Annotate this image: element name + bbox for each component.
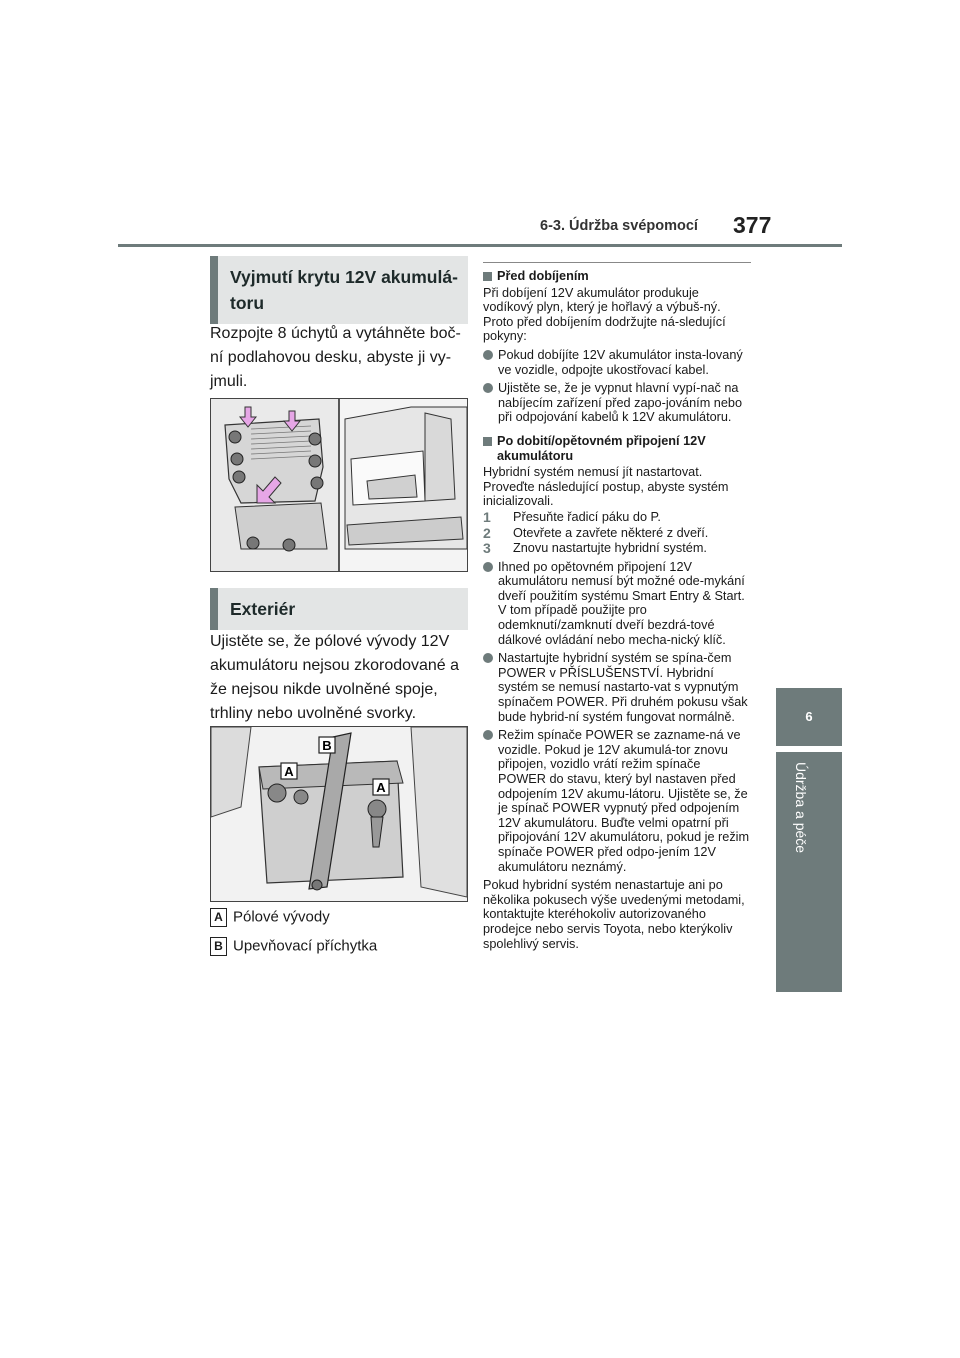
square-bullet-icon — [483, 272, 492, 281]
figure-floor-board — [210, 398, 468, 572]
bullet-dot-icon — [483, 562, 493, 572]
bullet-text: Ujistěte se, že je vypnut hlavní vypí-nač na nabíjecím zařízení před zapo-jováním nebo při odpojování kabelů k 12V akumulátoru. — [498, 381, 743, 425]
section-title: 6-3. Údržba svépomocí — [540, 218, 698, 234]
list-item — [483, 651, 751, 724]
step-item — [483, 541, 751, 556]
heading-after-charging-text: Po dobití/opětovném připojení 12V akumulátoru — [497, 433, 706, 463]
list-item — [483, 560, 751, 648]
step-number: 1 — [483, 508, 491, 525]
section-body-remove-cover: Rozpojte 8 úchytů a vytáhněte boč-ní podlahovou desku, abyste ji vy-jmuli. — [210, 325, 461, 390]
figure-battery — [210, 726, 468, 902]
label-a-left: A — [284, 764, 294, 779]
bullet-dot-icon — [483, 653, 493, 663]
step-text: Přesuňte řadicí páku do P. — [513, 509, 661, 524]
label-b: B — [322, 738, 332, 753]
heading-after-charging — [483, 434, 751, 463]
legend-text-b: Upevňovací příchytka — [233, 937, 378, 955]
bullet-text: Nastartujte hybridní systém se spína-čem POWER v PŘÍSLUŠENSTVÍ. Hybridní systém se nemusí nastarto-vat s vypnutým spínačem POWER. Při druhém pokusu však bude hybrid-ní systém fungovat normálně. — [498, 651, 748, 724]
legend-key-a: A — [210, 908, 227, 927]
chapter-title: Údržba a péče — [793, 762, 809, 854]
section-body-exterior: Ujistěte se, že pólové vývody 12V akumulátoru nejsou zkorodované a že nejsou nikde uvolněné spoje, trhliny nebo uvolněné svorky. — [210, 633, 460, 722]
step-number: 3 — [483, 540, 491, 557]
bullet-dot-icon — [483, 730, 493, 740]
header-rule — [118, 244, 842, 247]
step-item — [483, 526, 751, 541]
step-text: Otevřete a zavřete některé z dveří. — [513, 525, 709, 540]
battery-illustration — [211, 727, 467, 901]
heading-before-charging — [483, 269, 751, 284]
closing-paragraph: Pokud hybridní systém nenastartuje ani po několika pokusech výše uvedenými metodami, kontaktujte kteréhokoliv autorizovaného prodejce nebo servis Toyota, nebo kterýkoliv spolehlivý servis. — [483, 878, 745, 951]
legend-text-a: Pólové vývody — [233, 908, 330, 926]
page-number: 377 — [733, 212, 772, 238]
section-heading-remove-cover: Vyjmutí krytu 12V akumulá-toru — [210, 256, 468, 324]
label-a-right: A — [376, 780, 386, 795]
step-item — [483, 510, 751, 525]
legend-key-b: B — [210, 937, 227, 956]
step-text: Znovu nastartujte hybridní systém. — [513, 541, 707, 556]
bullet-dot-icon — [483, 350, 493, 360]
list-item — [483, 728, 751, 874]
heading-before-charging-text: Před dobíjením — [497, 269, 589, 283]
right-column — [483, 262, 751, 951]
right-column-rule — [483, 262, 751, 263]
step-number: 2 — [483, 524, 491, 541]
list-item — [483, 381, 751, 425]
section-heading-exterior: Exteriér — [210, 588, 468, 630]
legend-item-b — [210, 937, 377, 956]
floor-board-illustration — [211, 399, 467, 571]
chapter-title-tab — [776, 752, 842, 992]
bullet-dot-icon — [483, 383, 493, 393]
bullet-text: Pokud dobíjíte 12V akumulátor insta-lovaný ve vozidle, odpojte ukostřovací kabel. — [498, 347, 743, 377]
legend-item-a — [210, 908, 330, 927]
before-charging-intro: Při dobíjení 12V akumulátor produkuje vodíkový plyn, který je hořlavý a výbuš-ný. Proto před dobíjením dodržujte ná-sledující pokyny: — [483, 285, 726, 344]
bullet-text: Ihned po opětovném připojení 12V akumulátoru nemusí být možné ode-mykání dveří použitím systému Smart Entry & Start. V tom případě použijte pro odemknutí/zamknutí dveří bezdrá-tové dálkové ovládání nebo mecha-nický klíč. — [498, 559, 745, 647]
list-item — [483, 348, 751, 377]
bullet-text: Režim spínače POWER se zazname-ná ve vozidle. Pokud je 12V akumulá-tor znovu připojen, vozidlo vrátí režim spínače POWER do stavu, který byl nastaven před odpojením 12V akumu-látoru. Ujistěte se, že je spínač POWER vypnutý před odpojením 12V akumulátoru. Buďte velmi opatrní při připojování 12V akumulátoru, pokud je režim spínače POWER před odpo-jením 12V akumulátoru neznámý. — [498, 728, 750, 874]
square-bullet-icon — [483, 437, 492, 446]
after-charging-intro: Hybridní systém nemusí jít nastartovat. Proveďte následující postup, abyste systém inicializovali. — [483, 465, 729, 509]
chapter-number-tab: 6 — [776, 688, 842, 746]
